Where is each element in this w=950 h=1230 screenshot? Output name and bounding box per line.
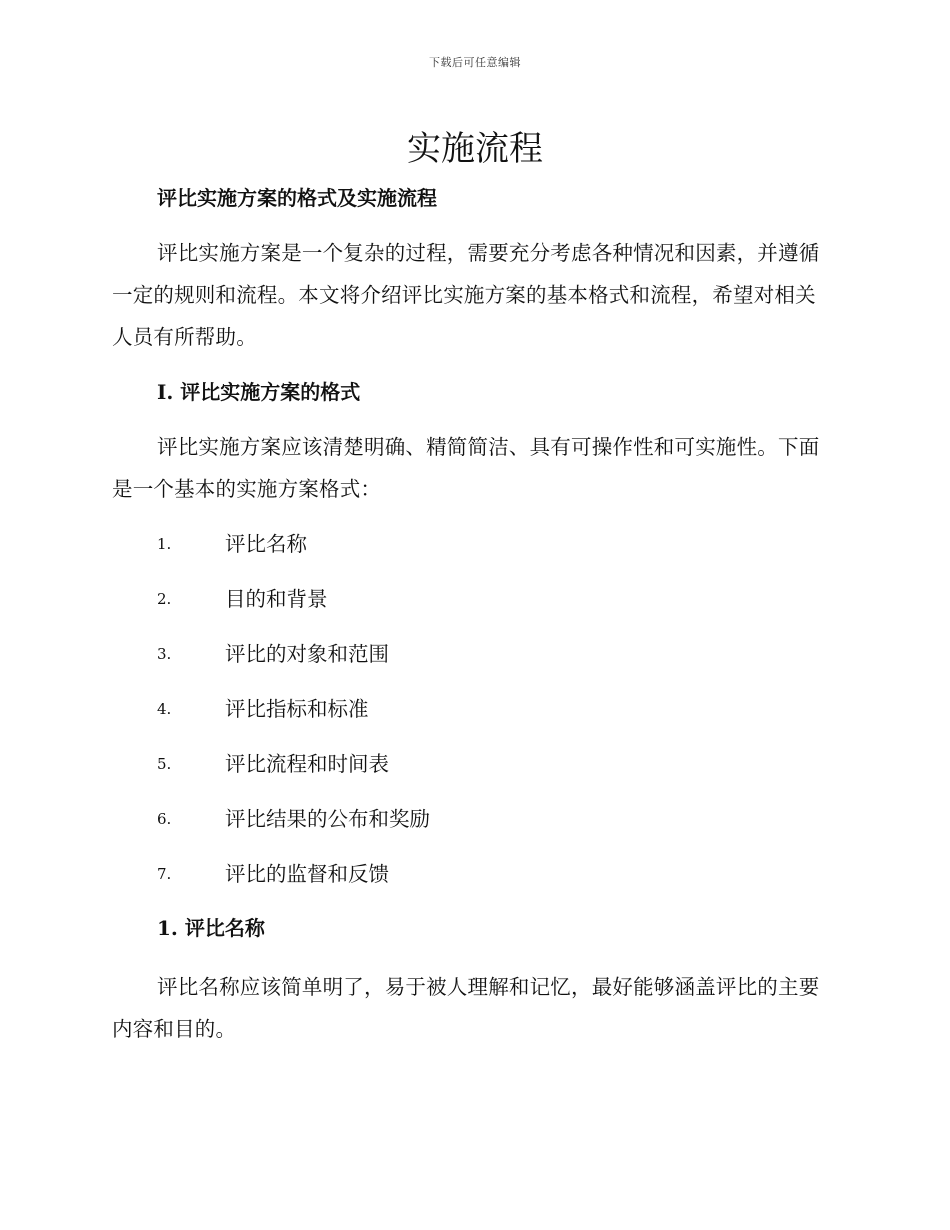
list-item-text: 评比结果的公布和奖励	[225, 807, 430, 831]
list-item	[157, 803, 430, 858]
list-item-text: 目的和背景	[225, 587, 328, 611]
list-item-text: 评比的监督和反馈	[225, 862, 389, 886]
list-item-number: 6.	[157, 810, 172, 828]
header-note: 下载后可任意编辑	[429, 56, 521, 69]
list-item	[157, 858, 430, 913]
list-item-text: 评比流程和时间表	[225, 752, 389, 776]
list-item	[157, 583, 430, 638]
list-item-text: 评比的对象和范围	[225, 642, 389, 666]
section-heading-name: 1. 评比名称	[157, 916, 265, 940]
list-item-text: 评比指标和标准	[225, 697, 369, 721]
format-list	[157, 528, 430, 913]
list-item-text: 评比名称	[225, 532, 307, 556]
page-title: 实施流程	[407, 129, 543, 169]
list-item-number: 5.	[157, 755, 172, 773]
intro-paragraph: 评比实施方案是一个复杂的过程，需要充分考虑各种情况和因素，并遵循一定的规则和流程。本文将介绍评比实施方案的基本格式和流程，希望对相关人员有所帮助。	[112, 241, 820, 349]
list-item	[157, 638, 430, 693]
format-intro-paragraph: 评比实施方案应该清楚明确、精简简洁、具有可操作性和可实施性。下面是一个基本的实施方案格式：	[112, 435, 820, 501]
list-item-number: 1.	[157, 535, 172, 553]
list-item	[157, 693, 430, 748]
list-item	[157, 748, 430, 803]
name-description-paragraph: 评比名称应该简单明了，易于被人理解和记忆，最好能够涵盖评比的主要内容和目的。	[112, 975, 820, 1041]
document-subtitle: 评比实施方案的格式及实施流程	[157, 186, 437, 210]
list-item-number: 7.	[157, 865, 172, 883]
list-item-number: 2.	[157, 590, 172, 608]
list-item-number: 4.	[157, 700, 172, 718]
list-item-number: 3.	[157, 645, 172, 663]
list-item	[157, 528, 430, 583]
section-heading-format: I. 评比实施方案的格式	[157, 380, 361, 404]
